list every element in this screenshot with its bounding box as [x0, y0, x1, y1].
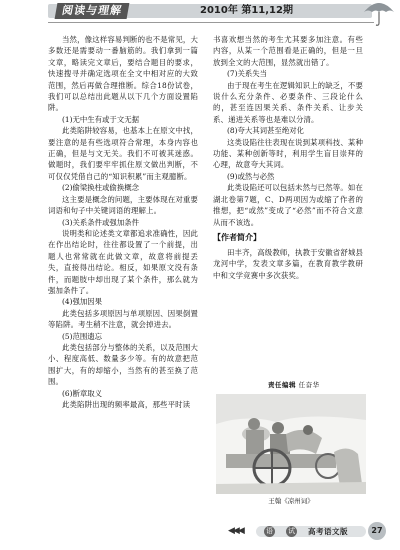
footer-edition: 高考语文版: [308, 527, 348, 536]
page-number: 27: [368, 522, 386, 540]
paragraph: 书喜欢想当然的考生尤其要多加注意。有些内容，从某一个范围看是正确的，但是一旦放到全文的大范围，显然就出错了。: [213, 35, 363, 67]
section-heading: (1)无中生有或于文无据: [62, 114, 139, 124]
footer-badge-shi: 试: [288, 527, 295, 535]
poem-illustration: [216, 394, 366, 494]
paragraph: 由于现在考生在逻辑知识上的缺乏，不要说什么充分条件、必要条件、三段论什么的，甚至连因果关系、条件关系、让步关系、递进关系等也是难以分清。: [213, 80, 363, 124]
section-heading: (2)偷梁换柱或偷换概念: [62, 183, 139, 193]
paragraph: 这主要是概念的问题，主要体现在对重要词语和句子中关键词语的理解上。: [48, 194, 198, 216]
header-rule: [48, 22, 374, 23]
paragraph: 此类设陷还可以包括未然与已然等。如在湖北卷第7题，C、D两项因为或缩了作者的推想，把“或然”变成了“必然”而不符合文意从而不该选。: [213, 183, 363, 227]
page-header: [0, 0, 400, 24]
right-text-column: [213, 34, 363, 281]
issue-label: 2010年 第11,12期: [200, 5, 293, 16]
paragraph: 说明类和论述类文章都追求准确性，因此在作出结论时，往往都设置了一个前提，出题人也常常就在此做文章，故意将前提丢失，直接得出结论。相反，如果原文没有条件，而题肢中却出现了某个条件，那么就为强加条件了。: [48, 228, 198, 295]
paragraph: 此类陷阱较容易，也基本上在原文中找，要注意的是有些选项符合常理，本身内容也正确，但是与文无关。我们不可被其迷惑。做题时，我们要牢牢抓住原文做出判断，不可仅仅凭借自己的“知识积累”而主观臆断。: [48, 126, 198, 181]
magazine-logo: 阅读与理解: [55, 3, 130, 19]
footer-badge-yu: 语: [266, 527, 273, 535]
paragraph: 田丰齐，高级教师，执教于安徽省舒城县龙河中学，发表文章多篇，在教育教学教研中和文学竞赛中多次获奖。: [213, 247, 363, 280]
paragraph: 此类陷阱出现的频率最高，那些平时读: [62, 400, 191, 409]
section-heading: (6)断章取义: [62, 388, 103, 398]
section-heading: (7)关系失当: [227, 69, 268, 79]
section-heading: (5)范围遗忘: [62, 331, 103, 341]
section-heading: (8)夸大其词甚至绝对化: [227, 126, 304, 136]
section-heading: (3)关系条件或强加条件: [62, 217, 139, 227]
paragraph: 这类设陷往往表现在说到某项科技、某种功能、某种创新等时，利用学生盲目崇拜的心理，故意夸大其词。: [213, 137, 363, 170]
section-heading: (4)强加因果: [62, 297, 103, 307]
editor-label: 责任编辑: [268, 381, 296, 389]
editor-name: 任奋华: [298, 381, 320, 389]
editor-credit: [268, 381, 320, 390]
page-footer: [228, 522, 388, 540]
paragraph: 此类包括部分与整体的关系，以及范围大小、程度高低、数量多少等。有的故意把范围扩大，有的却缩小，当然有的甚至换了范围。: [48, 342, 198, 387]
footer-arrows-icon: ◀◀◀: [228, 526, 243, 536]
illustration-caption: 王翰《凉州词》: [268, 497, 314, 505]
paragraph: 此类包括多项原因与单项原因、因果倒置等陷阱。考生稍不注意，就会掉进去。: [48, 308, 198, 330]
paragraph: 当然，像这样容易判断的也不是常见，大多数还是需要动一番脑筋的。我们拿到一篇文章，略读完文章后，要结合题目的要求，快速搜寻并确定选项在全文中相对应的大致范围，然后再做合理推断。综合18份试卷，我们可以总结出此题从以下几个方面设置陷阱。: [48, 35, 198, 113]
section-heading: (9)或然与必然: [227, 171, 275, 181]
author-intro-heading: 【作者简介】: [213, 232, 261, 242]
left-text-column: [48, 34, 198, 410]
